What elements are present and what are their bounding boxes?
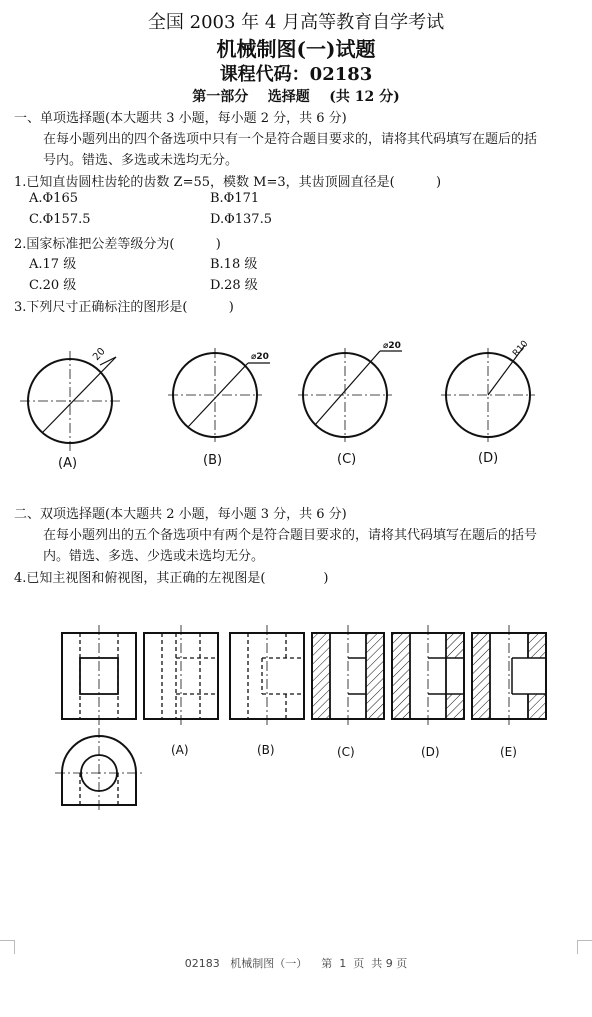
crop-mark-left (14, 940, 15, 954)
crop-mark-right-h (578, 940, 592, 941)
q1-option-b: B.Φ171 (210, 191, 260, 206)
q4-label-c: (C) (337, 745, 355, 759)
q4-label-a: (A) (171, 743, 189, 757)
q4-option-b (230, 625, 304, 728)
section1-instruction-1: 在每小题列出的四个备选项中只有一个是符合题目要求的，请将其代码填写在题后的括 (43, 132, 538, 147)
q4-stem: 4.已知主视图和俯视图，其正确的左视图是( ) (14, 571, 329, 586)
q3-stem: 3.下列尺寸正确标注的图形是( ) (14, 300, 234, 315)
course-code: 课程代码：02183 (219, 64, 373, 85)
q1-option-c: C.Φ157.5 (29, 212, 91, 227)
page-footer: 02183 机械制图（一） 第 1 页 共 9 页 (184, 957, 408, 970)
q3-label-d: (D) (478, 451, 499, 466)
q4-option-e (472, 625, 546, 728)
q3-label-c: (C) (337, 452, 357, 467)
section2-instruction-2: 内。错选、多选、少选或未选均无分。 (43, 549, 265, 564)
q2-option-c: C.20 级 (29, 278, 77, 293)
q3-dim-c: ⌀20 (383, 341, 401, 351)
q3-label-b: (B) (203, 453, 223, 468)
q1-option-a: A.Φ165 (29, 191, 78, 206)
q2-option-d: D.28 级 (210, 278, 258, 293)
exam-title: 机械制图(一)试题 (216, 37, 376, 61)
q4-option-c (312, 625, 384, 728)
q4-front-view (62, 625, 136, 728)
section1-heading: 一、单项选择题(本大题共 3 小题，每小题 2 分，共 6 分) (14, 111, 347, 126)
crop-mark-left-h (0, 940, 14, 941)
crop-mark-right (577, 940, 578, 954)
q4-figures (0, 620, 592, 820)
q2-option-a: A.17 级 (29, 257, 77, 272)
q2-stem: 2.国家标准把公差等级分为( ) (14, 237, 221, 252)
q4-label-d: (D) (421, 745, 440, 759)
q3-figures (0, 335, 592, 475)
q3-figure-a (20, 351, 120, 451)
q4-top-view (55, 728, 143, 812)
section2-heading: 二、双项选择题(本大题共 2 小题，每小题 3 分，共 6 分) (14, 507, 347, 522)
q4-label-e: (E) (500, 745, 517, 759)
q1-stem: 1.已知直齿圆柱齿轮的齿数 Z=55，模数 M=3，其齿顶圆直径是( ) (14, 175, 442, 190)
q3-label-a: (A) (58, 456, 78, 471)
section1-instruction-2: 号内。错选、多选或未选均无分。 (43, 153, 239, 168)
q3-dim-d: R10 (511, 339, 531, 359)
q3-dim-a: 20 (91, 346, 108, 363)
q4-option-d (392, 625, 464, 728)
q2-option-b: B.18 级 (210, 257, 258, 272)
section2-instruction-1: 在每小题列出的五个备选项中有两个是符合题目要求的，请将其代码填写在题后的括号 (43, 528, 538, 543)
q4-label-b: (B) (257, 743, 275, 757)
part-heading: 第一部分 选择题 (共 12 分) (192, 89, 400, 105)
exam-session-line: 全国 2003 年 4 月高等教育自学考试 (147, 12, 445, 33)
q3-figure-c (298, 348, 402, 442)
q1-option-d: D.Φ137.5 (210, 212, 272, 227)
q3-figure-b (168, 348, 270, 442)
q4-option-a (144, 625, 218, 728)
q3-dim-b: ⌀20 (251, 352, 269, 362)
q3-figure-d (441, 345, 535, 442)
